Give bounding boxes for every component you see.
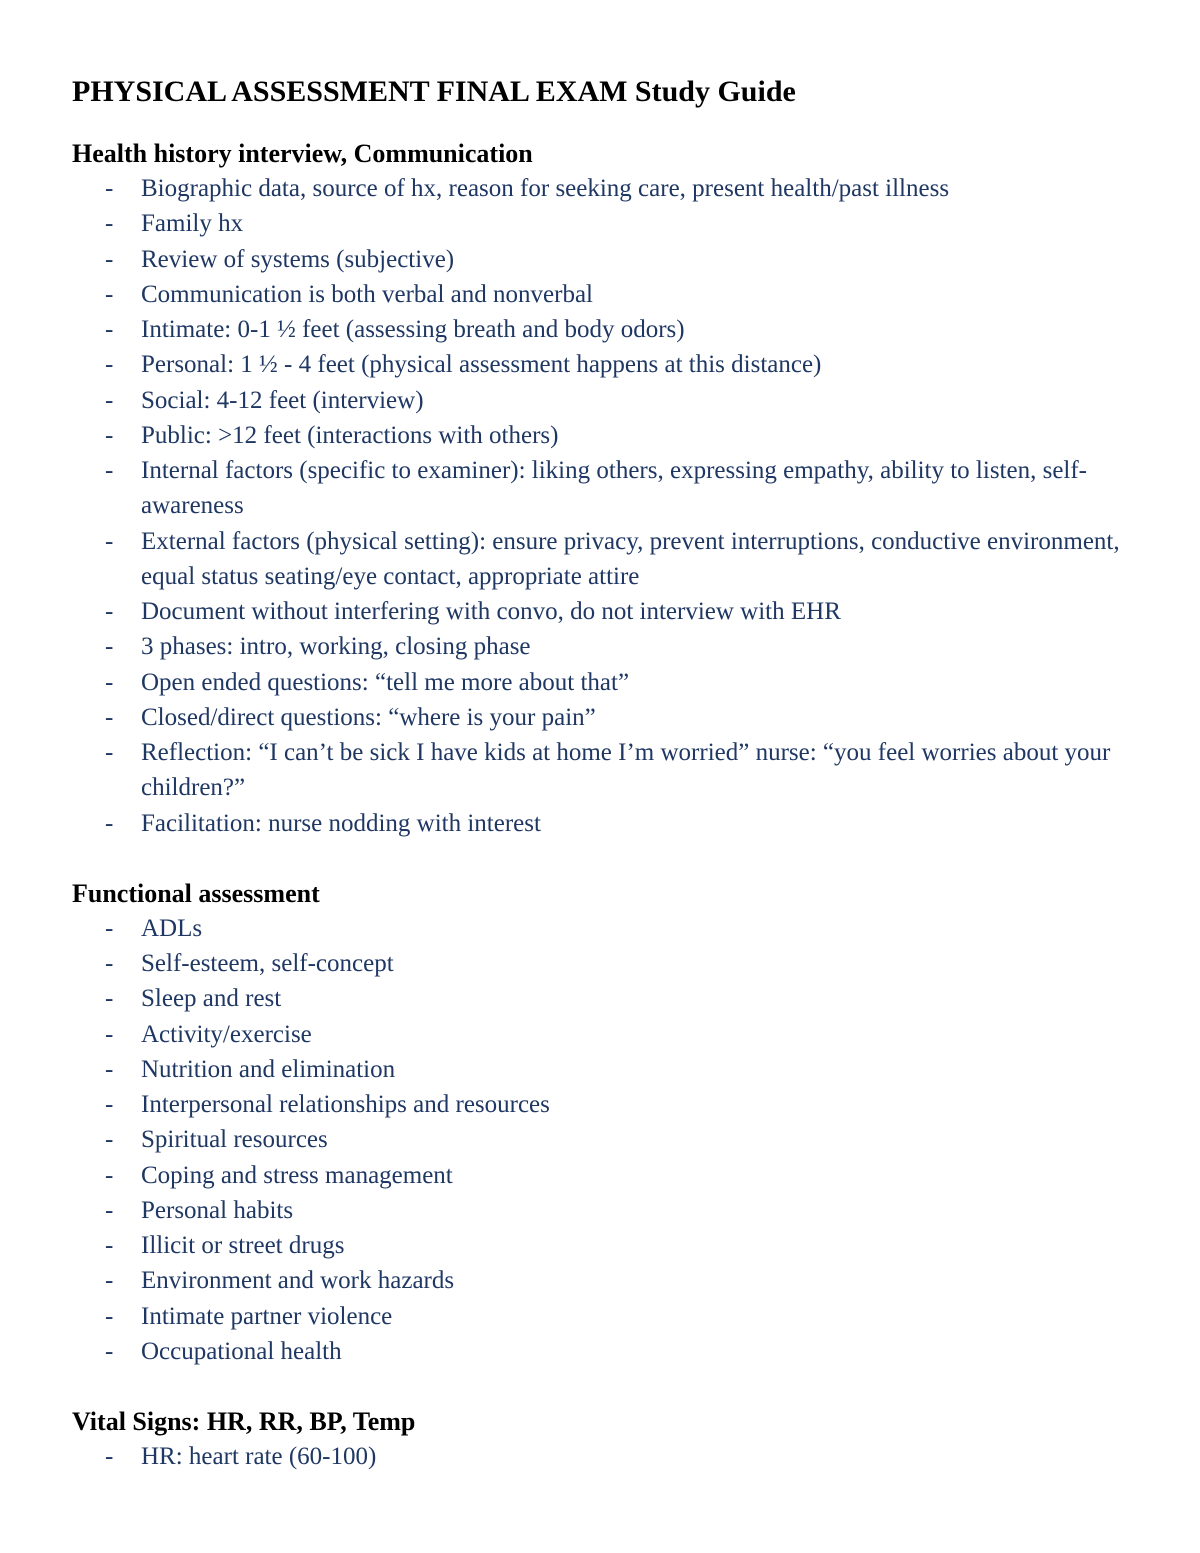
dash-bullet-icon: -	[105, 914, 114, 942]
list-item-text: ADLs	[141, 914, 203, 942]
section-heading: Functional assessment	[72, 878, 320, 908]
list-item	[72, 1439, 1152, 1474]
list-item	[72, 946, 1152, 981]
list-item	[72, 1228, 1152, 1263]
list-item-text: Interpersonal relationships and resources	[141, 1091, 550, 1118]
list-item	[72, 1193, 1152, 1228]
list-item-text: Intimate: 0-1 ½ feet (assessing breath and body odors)	[141, 316, 685, 343]
dash-bullet-icon: -	[105, 1337, 114, 1365]
section-heading: Health history interview, Communication	[72, 139, 533, 168]
list-item	[72, 453, 1152, 524]
dash-bullet-icon: -	[105, 175, 114, 202]
list-item	[72, 1334, 1152, 1369]
list-item	[72, 700, 1152, 735]
list-item	[72, 171, 1152, 206]
list-item-text: Document without interfering with convo, do not interview with EHR	[141, 598, 841, 625]
dash-bullet-icon: -	[105, 1126, 114, 1154]
list-item	[72, 1087, 1152, 1122]
list-item-text: Occupational health	[141, 1337, 342, 1365]
list-item-text: Self-esteem, self-concept	[141, 950, 394, 977]
list-item-text: Internal factors (specific to examiner): liking others, expressing empathy, ability to listen, self-awareness	[141, 457, 1088, 520]
list-item-text: Biographic data, source of hx, reason for seeking care, present health/past illness	[141, 175, 950, 202]
document-page	[72, 70, 1152, 1509]
list-item	[72, 981, 1152, 1016]
dash-bullet-icon: -	[105, 1161, 114, 1189]
list-item	[72, 1052, 1152, 1087]
dash-bullet-icon: -	[105, 809, 114, 837]
list-item-text: Personal habits	[141, 1196, 294, 1224]
sections-container	[72, 136, 1152, 1474]
list-item-text: Spiritual resources	[141, 1126, 328, 1154]
list-item	[72, 1299, 1152, 1334]
dash-bullet-icon: -	[105, 1443, 114, 1470]
list-item	[72, 1158, 1152, 1193]
dash-bullet-icon: -	[105, 1232, 114, 1259]
dash-bullet-icon: -	[105, 985, 114, 1013]
dash-bullet-icon: -	[105, 1302, 114, 1330]
bullet-list	[72, 911, 1152, 1369]
dash-bullet-icon: -	[105, 668, 114, 696]
list-item-text: Closed/direct questions: “where is your pain”	[141, 703, 596, 731]
list-item	[72, 242, 1152, 277]
dash-bullet-icon: -	[105, 245, 114, 273]
list-item	[72, 524, 1152, 595]
dash-bullet-icon: -	[105, 598, 114, 625]
list-item-text: Environment and work hazards	[141, 1267, 455, 1295]
list-item-text: Open ended questions: “tell me more about that”	[141, 668, 630, 696]
list-item	[72, 1017, 1152, 1052]
list-item	[72, 806, 1152, 841]
list-item-text: Personal: 1 ½ - 4 feet (physical assessment happens at this distance)	[141, 351, 822, 379]
list-item	[72, 206, 1152, 241]
list-item-text: Review of systems (subjective)	[141, 245, 455, 273]
dash-bullet-icon: -	[105, 316, 114, 343]
list-item	[72, 277, 1152, 312]
dash-bullet-icon: -	[105, 280, 114, 308]
dash-bullet-icon: -	[105, 210, 114, 238]
list-item	[72, 347, 1152, 382]
dash-bullet-icon: -	[105, 351, 114, 379]
list-item	[72, 594, 1152, 629]
dash-bullet-icon: -	[105, 633, 114, 661]
list-item-text: Illicit or street drugs	[141, 1232, 345, 1259]
list-item-text: Communication is both verbal and nonverbal	[141, 280, 593, 308]
dash-bullet-icon: -	[105, 527, 114, 555]
list-item-text: Social: 4-12 feet (interview)	[141, 386, 424, 414]
list-item	[72, 629, 1152, 664]
dash-bullet-icon: -	[105, 457, 114, 484]
list-item-text: Reflection: “I can’t be sick I have kids at home I’m worried” nurse: “you feel worries about your children?”	[141, 739, 1111, 802]
list-item	[72, 312, 1152, 347]
dash-bullet-icon: -	[105, 386, 114, 414]
list-item	[72, 911, 1152, 946]
dash-bullet-icon: -	[105, 1020, 114, 1048]
dash-bullet-icon: -	[105, 421, 114, 449]
bullet-list	[72, 1439, 1152, 1474]
page-title: PHYSICAL ASSESSMENT FINAL EXAM Study Guide	[72, 75, 796, 108]
dash-bullet-icon: -	[105, 1196, 114, 1224]
list-item-text: Public: >12 feet (interactions with others)	[141, 421, 559, 449]
section	[72, 876, 1152, 1369]
dash-bullet-icon: -	[105, 739, 114, 766]
section	[72, 1404, 1152, 1474]
list-item-text: Sleep and rest	[141, 985, 282, 1013]
list-item-text: Intimate partner violence	[141, 1302, 393, 1330]
bullet-list	[72, 171, 1152, 841]
dash-bullet-icon: -	[105, 1055, 114, 1083]
dash-bullet-icon: -	[105, 950, 114, 977]
list-item	[72, 1122, 1152, 1157]
section-heading: Vital Signs: HR, RR, BP, Temp	[72, 1407, 416, 1436]
list-item-text: Nutrition and elimination	[141, 1055, 396, 1083]
list-item-text: HR: heart rate (60-100)	[141, 1443, 377, 1470]
list-item	[72, 1263, 1152, 1298]
section	[72, 136, 1152, 841]
list-item-text: Coping and stress management	[141, 1161, 453, 1189]
list-item	[72, 418, 1152, 453]
dash-bullet-icon: -	[105, 1091, 114, 1118]
dash-bullet-icon: -	[105, 703, 114, 731]
dash-bullet-icon: -	[105, 1267, 114, 1295]
list-item-text: 3 phases: intro, working, closing phase	[141, 633, 531, 661]
list-item-text: Family hx	[141, 210, 244, 238]
list-item	[72, 665, 1152, 700]
list-item-text: External factors (physical setting): ensure privacy, prevent interruptions, conductive environment, equal status seating/eye contact, appropriate attire	[141, 527, 1120, 590]
list-item-text: Facilitation: nurse nodding with interest	[141, 809, 541, 837]
list-item	[72, 735, 1152, 806]
list-item	[72, 383, 1152, 418]
list-item-text: Activity/exercise	[141, 1020, 312, 1048]
